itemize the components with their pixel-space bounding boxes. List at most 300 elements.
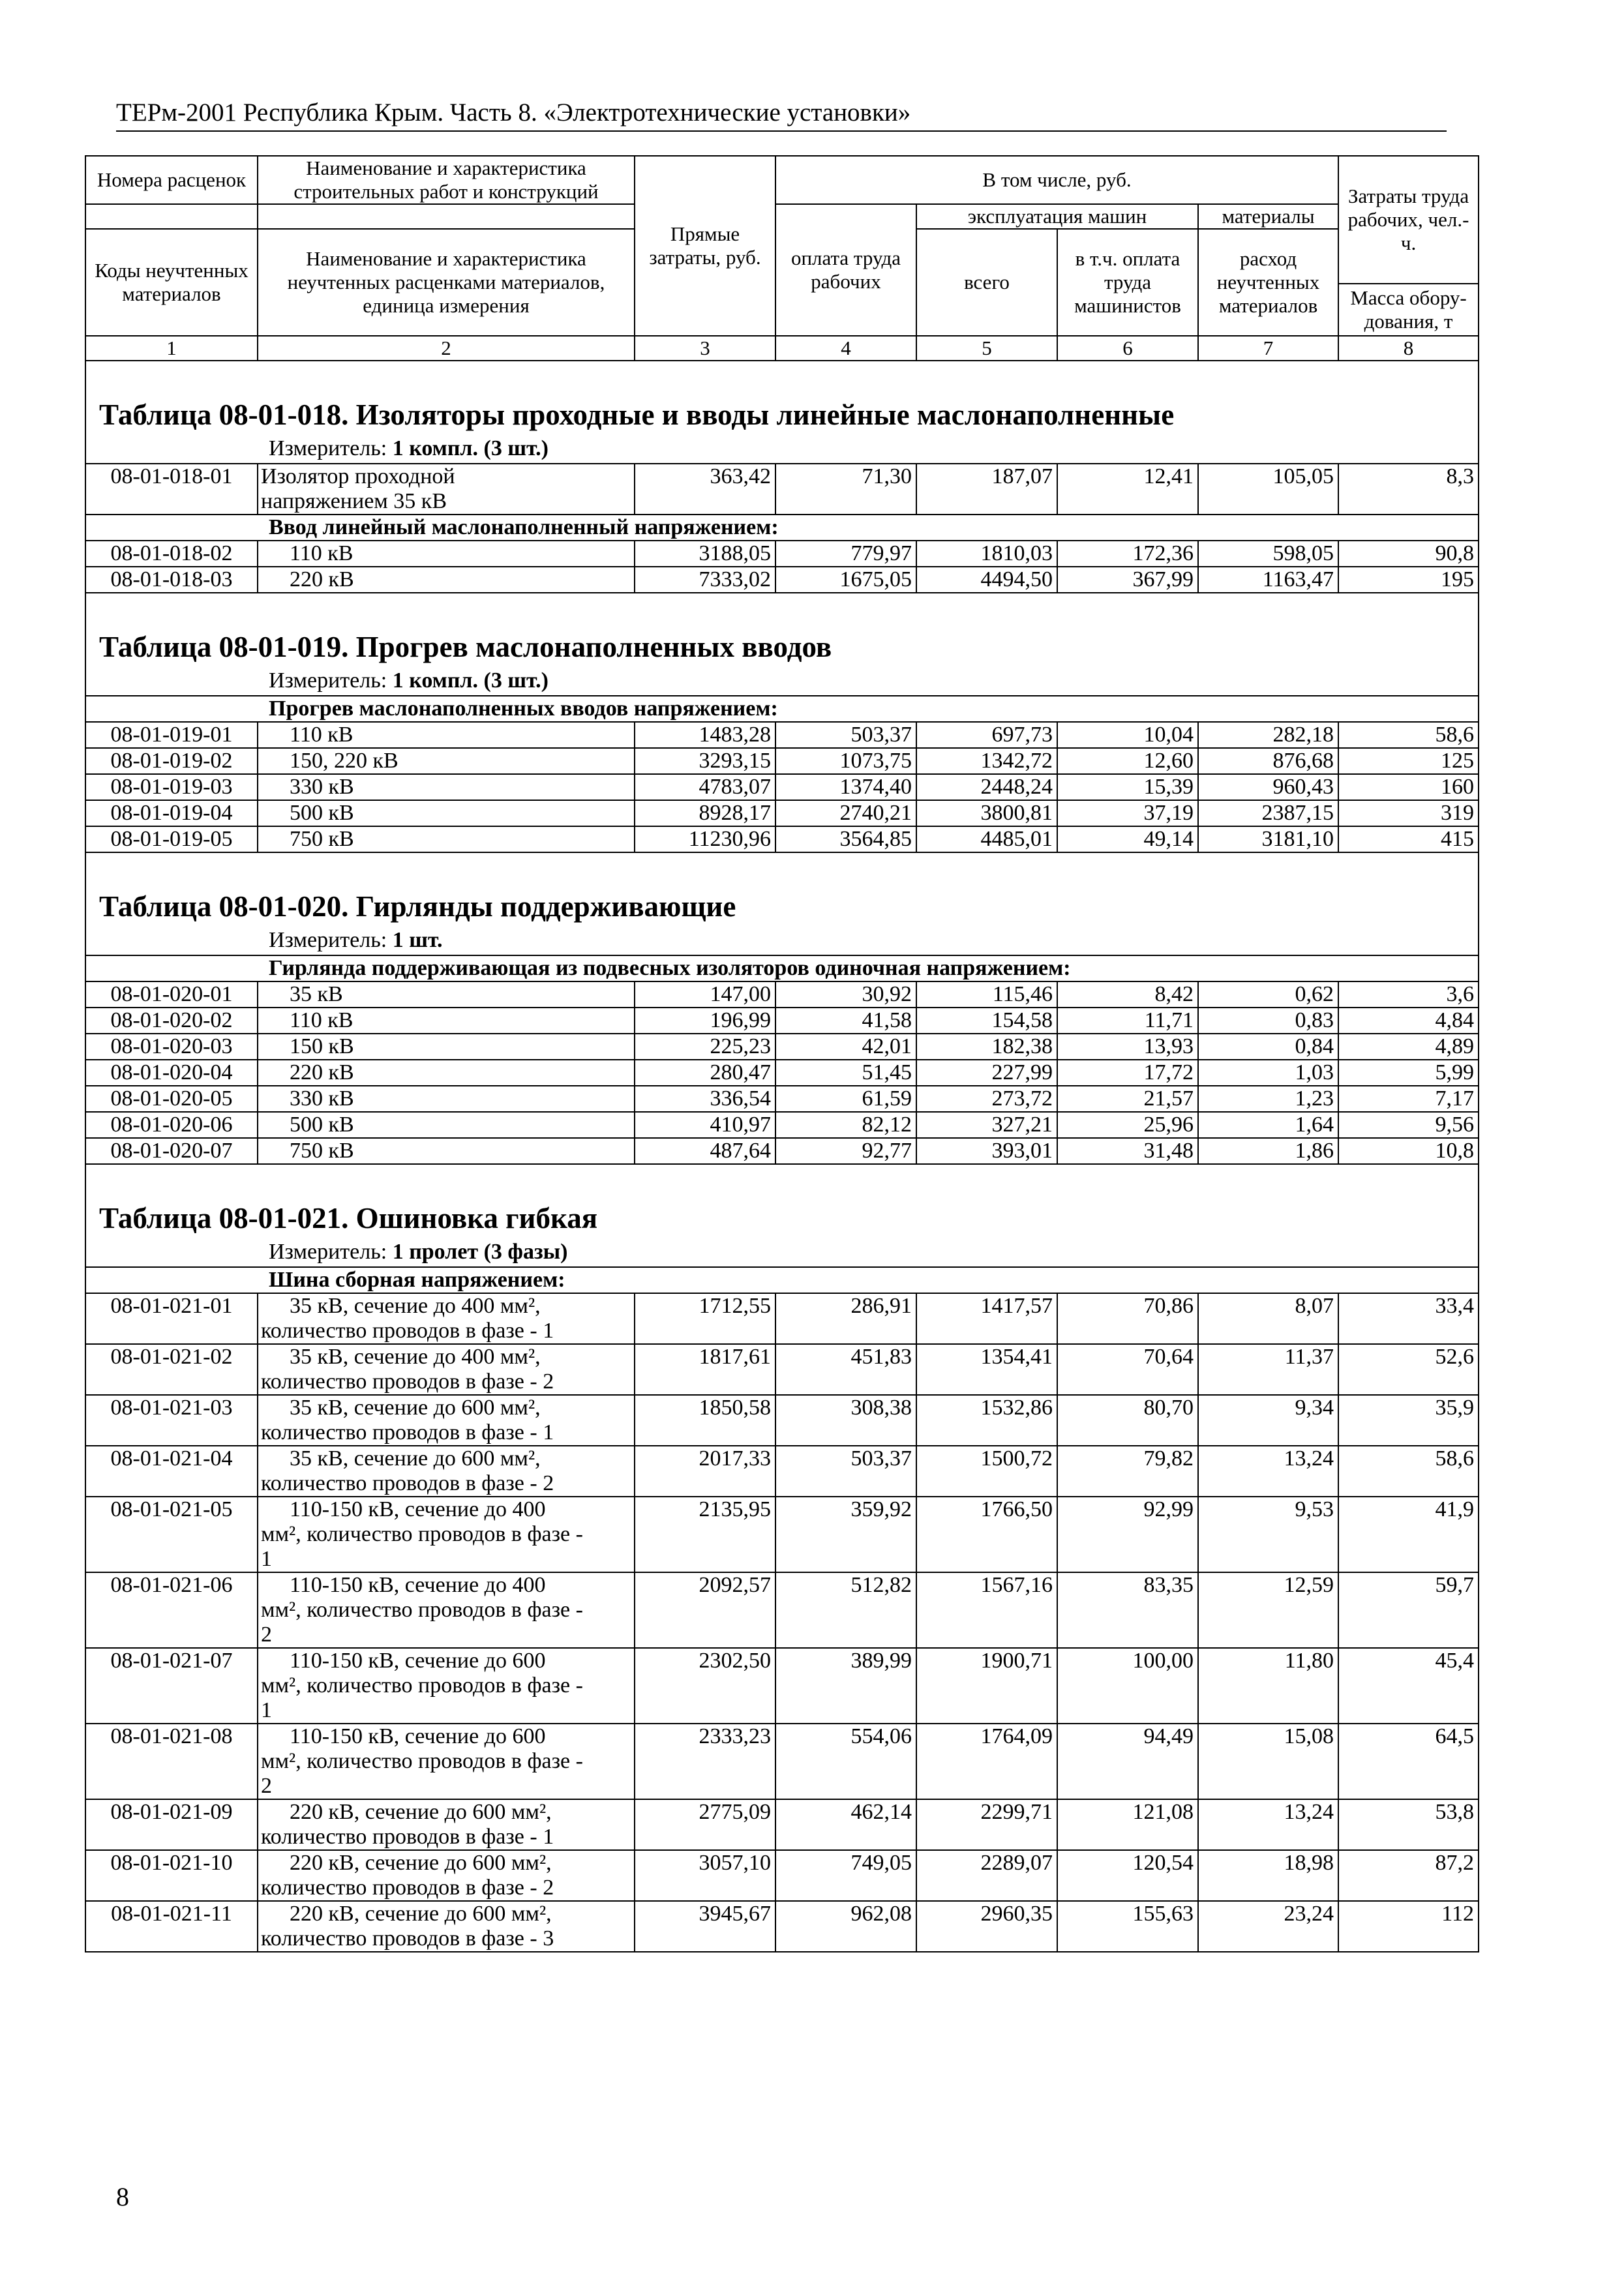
materials-cell: 105,05 [1198,464,1338,515]
labor-costs-cell: 64,5 [1338,1724,1479,1799]
rate-name [258,1850,635,1901]
measure-value: 1 компл. (3 шт.) [392,436,549,460]
column-number: 6 [1057,336,1198,361]
machinists-pay-cell: 13,93 [1057,1034,1198,1060]
materials-cell: 1163,47 [1198,567,1338,593]
rate-name [258,1724,635,1799]
materials-cell: 0,83 [1198,1008,1338,1034]
column-number: 3 [635,336,775,361]
rate-name-line: 2 [261,1774,272,1798]
header-rate-numbers: Номера расценок [85,156,258,204]
machines-total-cell: 1567,16 [916,1572,1057,1648]
machinists-pay-cell: 70,86 [1057,1293,1198,1344]
rate-name-line: количество проводов в фазе - 2 [261,1369,554,1394]
price-table [85,155,1479,1952]
column-numbers-row [85,336,1479,361]
header-material-names: Наименование и характеристика неучтенных расценками материалов, единица измерения [258,229,635,336]
section-header [85,593,1479,696]
machines-total-cell: 4494,50 [916,567,1057,593]
labor-costs-cell: 9,56 [1338,1112,1479,1138]
labor-pay-cell: 82,12 [775,1112,916,1138]
measure-value: 1 компл. (3 шт.) [392,668,549,693]
header-labor-pay: оплата труда рабочих [775,204,916,336]
rate-code: 08-01-020-04 [85,1060,258,1086]
machinists-pay-cell: 367,99 [1057,567,1198,593]
direct-costs-cell: 8928,17 [635,800,775,826]
rate-name-line: 110-150 кВ, сечение до 400 [290,1573,546,1597]
rate-name-line: мм², количество проводов в фазе - [261,1749,583,1773]
rate-name-line: 110 кВ [290,723,353,747]
header-unaccounted-materials: расход неучтенных материалов [1198,229,1338,336]
rate-name-line: 35 кВ, сечение до 600 мм², [290,1396,541,1420]
header-direct-costs: Прямые затраты, руб. [635,156,775,336]
table-row [85,1572,1479,1648]
rate-name [258,1648,635,1724]
machinists-pay-cell: 10,04 [1057,722,1198,748]
machinists-pay-cell: 92,99 [1057,1497,1198,1572]
labor-costs-cell: 4,89 [1338,1034,1479,1060]
header-work-name: Наименование и характеристика строительных работ и конструкций [258,156,635,204]
machines-total-cell: 2289,07 [916,1850,1057,1901]
rate-name-line: напряжением 35 кВ [261,489,447,513]
rate-name [258,826,635,852]
rate-name [258,1034,635,1060]
rate-name-line: 110 кВ [290,541,353,565]
table-row [85,981,1479,1008]
rate-code: 08-01-018-02 [85,541,258,567]
labor-costs-cell: 58,6 [1338,1446,1479,1497]
subheading-row [85,1267,1479,1293]
rate-code: 08-01-019-02 [85,748,258,774]
subheading: Гирлянда поддерживающая из подвесных изоляторов одиночная напряжением: [85,955,1479,981]
machinists-pay-cell: 12,60 [1057,748,1198,774]
rate-code: 08-01-021-01 [85,1293,258,1344]
section-header [85,361,1479,464]
machines-total-cell: 2299,71 [916,1799,1057,1850]
column-number: 2 [258,336,635,361]
labor-costs-cell: 8,3 [1338,464,1479,515]
materials-cell: 15,08 [1198,1724,1338,1799]
materials-cell: 598,05 [1198,541,1338,567]
machines-total-cell: 1766,50 [916,1497,1057,1572]
rate-code: 08-01-021-04 [85,1446,258,1497]
table-row [85,1395,1479,1446]
machinists-pay-cell: 121,08 [1057,1799,1198,1850]
rate-code: 08-01-021-05 [85,1497,258,1572]
machinists-pay-cell: 49,14 [1057,826,1198,852]
labor-costs-cell: 87,2 [1338,1850,1479,1901]
rate-name-line: количество проводов в фазе - 1 [261,1825,554,1849]
labor-pay-cell: 503,37 [775,722,916,748]
materials-cell: 2387,15 [1198,800,1338,826]
rate-name-line: количество проводов в фазе - 2 [261,1471,554,1495]
section-header [85,1164,1479,1267]
rate-name [258,722,635,748]
header-including: В том числе, руб. [775,156,1338,204]
rate-code: 08-01-020-07 [85,1138,258,1164]
labor-costs-cell: 3,6 [1338,981,1479,1008]
rate-name-line: количество проводов в фазе - 2 [261,1876,554,1900]
table-row [85,541,1479,567]
machinists-pay-cell: 8,42 [1057,981,1198,1008]
materials-cell: 1,03 [1198,1060,1338,1086]
table-row [85,1086,1479,1112]
rate-code: 08-01-020-02 [85,1008,258,1034]
materials-cell: 3181,10 [1198,826,1338,852]
rate-name-line: 330 кВ [290,1086,354,1111]
subheading-row [85,955,1479,981]
table-row [85,1293,1479,1344]
running-head: ТЕРм-2001 Республика Крым. Часть 8. «Электротехнические установки» [116,98,1447,132]
measure-line [86,664,1478,695]
materials-cell: 9,34 [1198,1395,1338,1446]
table-row [85,1724,1479,1799]
direct-costs-cell: 225,23 [635,1034,775,1060]
machines-total-cell: 154,58 [916,1008,1057,1034]
rate-name-line: 220 кВ [290,567,354,591]
measure-value: 1 шт. [392,928,443,952]
labor-pay-cell: 359,92 [775,1497,916,1572]
rate-code: 08-01-021-07 [85,1648,258,1724]
machinists-pay-cell: 17,72 [1057,1060,1198,1086]
labor-pay-cell: 1374,40 [775,774,916,800]
rate-name-line: количество проводов в фазе - 3 [261,1926,554,1951]
rate-name [258,1138,635,1164]
measure-line [86,1235,1478,1266]
rate-name-line: 220 кВ, сечение до 600 мм², [290,1902,552,1926]
labor-costs-cell: 112 [1338,1901,1479,1952]
machinists-pay-cell: 172,36 [1057,541,1198,567]
rate-name [258,1112,635,1138]
labor-pay-cell: 286,91 [775,1293,916,1344]
measure-label: Измеритель: [269,668,387,693]
rate-name-line: мм², количество проводов в фазе - [261,1522,583,1546]
machines-total-cell: 1354,41 [916,1344,1057,1395]
rate-name [258,567,635,593]
machinists-pay-cell: 15,39 [1057,774,1198,800]
rate-name [258,1799,635,1850]
rate-code: 08-01-021-11 [85,1901,258,1952]
labor-costs-cell: 125 [1338,748,1479,774]
materials-cell: 0,62 [1198,981,1338,1008]
labor-pay-cell: 1675,05 [775,567,916,593]
table-row [85,1901,1479,1952]
machines-total-cell: 697,73 [916,722,1057,748]
subheading: Прогрев маслонаполненных вводов напряжением: [85,696,1479,722]
labor-costs-cell: 4,84 [1338,1008,1479,1034]
direct-costs-cell: 363,42 [635,464,775,515]
direct-costs-cell: 1850,58 [635,1395,775,1446]
rate-code: 08-01-019-04 [85,800,258,826]
machines-total-cell: 273,72 [916,1086,1057,1112]
machinists-pay-cell: 94,49 [1057,1724,1198,1799]
machinists-pay-cell: 100,00 [1057,1648,1198,1724]
column-number: 5 [916,336,1057,361]
labor-costs-cell: 319 [1338,800,1479,826]
section-title: Таблица 08-01-019. Прогрев маслонаполненных вводов [99,631,832,663]
table-row [85,1446,1479,1497]
table-row [85,748,1479,774]
labor-costs-cell: 7,17 [1338,1086,1479,1112]
rate-code: 08-01-020-01 [85,981,258,1008]
rate-name-line: 330 кВ [290,775,354,799]
labor-pay-cell: 1073,75 [775,748,916,774]
rate-name-line: 220 кВ [290,1060,354,1085]
labor-costs-cell: 59,7 [1338,1572,1479,1648]
machines-total-cell: 2960,35 [916,1901,1057,1952]
direct-costs-cell: 2302,50 [635,1648,775,1724]
direct-costs-cell: 196,99 [635,1008,775,1034]
labor-costs-cell: 10,8 [1338,1138,1479,1164]
machines-total-cell: 187,07 [916,464,1057,515]
table-row [85,1799,1479,1850]
rate-name-line: 2 [261,1623,272,1647]
rate-name-line: мм², количество проводов в фазе - [261,1673,583,1698]
rate-code: 08-01-020-05 [85,1086,258,1112]
direct-costs-cell: 3293,15 [635,748,775,774]
machinists-pay-cell: 80,70 [1057,1395,1198,1446]
rate-name [258,774,635,800]
labor-pay-cell: 30,92 [775,981,916,1008]
labor-pay-cell: 42,01 [775,1034,916,1060]
direct-costs-cell: 11230,96 [635,826,775,852]
page-number: 8 [116,2182,129,2211]
machinists-pay-cell: 83,35 [1057,1572,1198,1648]
header-material-codes: Коды неучтенных материалов [85,229,258,336]
rate-name [258,1395,635,1446]
machines-total-cell: 182,38 [916,1034,1057,1060]
rate-code: 08-01-021-03 [85,1395,258,1446]
header-machines: эксплуатация машин [916,204,1198,229]
materials-cell: 18,98 [1198,1850,1338,1901]
table-row [85,722,1479,748]
rate-name [258,1901,635,1952]
rate-name [258,541,635,567]
labor-costs-cell: 41,9 [1338,1497,1479,1572]
table-row [85,1034,1479,1060]
table-row [85,800,1479,826]
materials-cell: 13,24 [1198,1799,1338,1850]
rate-name [258,1008,635,1034]
rate-name-line: 750 кВ [290,1139,354,1163]
materials-cell: 876,68 [1198,748,1338,774]
materials-cell: 11,80 [1198,1648,1338,1724]
rate-name-line: 150, 220 кВ [290,749,398,773]
direct-costs-cell: 487,64 [635,1138,775,1164]
labor-costs-cell: 35,9 [1338,1395,1479,1446]
labor-pay-cell: 554,06 [775,1724,916,1799]
rate-code: 08-01-019-05 [85,826,258,852]
direct-costs-cell: 1817,61 [635,1344,775,1395]
direct-costs-cell: 336,54 [635,1086,775,1112]
rate-code: 08-01-020-06 [85,1112,258,1138]
rate-name-line: 35 кВ, сечение до 400 мм², [290,1294,541,1318]
machines-total-cell: 227,99 [916,1060,1057,1086]
direct-costs-cell: 2092,57 [635,1572,775,1648]
table-row [85,1648,1479,1724]
rate-name-line: Изолятор проходной [261,464,455,488]
labor-costs-cell: 52,6 [1338,1344,1479,1395]
rate-code: 08-01-021-09 [85,1799,258,1850]
table-row [85,1112,1479,1138]
column-number: 8 [1338,336,1479,361]
header-machines-total: всего [916,229,1057,336]
machinists-pay-cell: 21,57 [1057,1086,1198,1112]
labor-pay-cell: 61,59 [775,1086,916,1112]
subheading-row [85,515,1479,541]
rate-name [258,1344,635,1395]
table-row [85,1344,1479,1395]
labor-costs-cell: 45,4 [1338,1648,1479,1724]
rate-code: 08-01-018-01 [85,464,258,515]
header-labor-costs: Затраты труда рабочих, чел.-ч. [1338,156,1479,284]
labor-pay-cell: 51,45 [775,1060,916,1086]
machines-total-cell: 327,21 [916,1112,1057,1138]
direct-costs-cell: 280,47 [635,1060,775,1086]
labor-costs-cell: 160 [1338,774,1479,800]
direct-costs-cell: 4783,07 [635,774,775,800]
machinists-pay-cell: 12,41 [1057,464,1198,515]
materials-cell: 11,37 [1198,1344,1338,1395]
rate-name [258,1572,635,1648]
table-row [85,1138,1479,1164]
measure-line [86,432,1478,463]
machines-total-cell: 1532,86 [916,1395,1057,1446]
rate-name-line: 110-150 кВ, сечение до 600 [290,1724,546,1748]
measure-label: Измеритель: [269,1240,387,1264]
rate-name [258,748,635,774]
labor-pay-cell: 512,82 [775,1572,916,1648]
labor-costs-cell: 415 [1338,826,1479,852]
materials-cell: 282,18 [1198,722,1338,748]
rate-name-line: 35 кВ [290,982,343,1006]
rate-code: 08-01-020-03 [85,1034,258,1060]
rate-name-line: 35 кВ, сечение до 600 мм², [290,1446,541,1471]
rate-name [258,1293,635,1344]
table-row [85,1008,1479,1034]
rate-code: 08-01-019-03 [85,774,258,800]
rate-name-line: 500 кВ [290,1113,354,1137]
direct-costs-cell: 7333,02 [635,567,775,593]
direct-costs-cell: 1712,55 [635,1293,775,1344]
rate-name-line: мм², количество проводов в фазе - [261,1598,583,1622]
machines-total-cell: 1764,09 [916,1724,1057,1799]
machines-total-cell: 2448,24 [916,774,1057,800]
labor-pay-cell: 962,08 [775,1901,916,1952]
column-number: 7 [1198,336,1338,361]
labor-pay-cell: 779,97 [775,541,916,567]
header-work-name-2 [258,204,635,229]
direct-costs-cell: 1483,28 [635,722,775,748]
rate-name [258,464,635,515]
subheading-row [85,696,1479,722]
section-title: Таблица 08-01-021. Ошиновка гибкая [99,1202,598,1234]
rate-code: 08-01-021-06 [85,1572,258,1648]
section-title: Таблица 08-01-020. Гирлянды поддерживающие [99,890,736,923]
subheading: Шина сборная напряжением: [85,1267,1479,1293]
materials-cell: 1,23 [1198,1086,1338,1112]
direct-costs-cell: 3945,67 [635,1901,775,1952]
machines-total-cell: 4485,01 [916,826,1057,852]
rate-name-line: 110-150 кВ, сечение до 600 [290,1649,546,1673]
rate-code: 08-01-019-01 [85,722,258,748]
machinists-pay-cell: 25,96 [1057,1112,1198,1138]
materials-cell: 23,24 [1198,1901,1338,1952]
rate-code: 08-01-021-08 [85,1724,258,1799]
direct-costs-cell: 2135,95 [635,1497,775,1572]
rate-name-line: 220 кВ, сечение до 600 мм², [290,1800,552,1824]
rate-code: 08-01-021-02 [85,1344,258,1395]
materials-cell: 1,64 [1198,1112,1338,1138]
labor-costs-cell: 58,6 [1338,722,1479,748]
machinists-pay-cell: 31,48 [1057,1138,1198,1164]
machines-total-cell: 1500,72 [916,1446,1057,1497]
labor-costs-cell: 53,8 [1338,1799,1479,1850]
labor-pay-cell: 92,77 [775,1138,916,1164]
rate-name-line: 1 [261,1698,272,1722]
table-row [85,567,1479,593]
rate-name-line: 500 кВ [290,801,354,825]
labor-pay-cell: 41,58 [775,1008,916,1034]
materials-cell: 8,07 [1198,1293,1338,1344]
header-equipment-mass: Масса обору-дования, т [1338,284,1479,336]
header-materials: материалы [1198,204,1338,229]
column-number: 1 [85,336,258,361]
labor-pay-cell: 503,37 [775,1446,916,1497]
rate-code: 08-01-018-03 [85,567,258,593]
rate-name [258,981,635,1008]
materials-cell: 13,24 [1198,1446,1338,1497]
rate-name-line: количество проводов в фазе - 1 [261,1420,554,1444]
direct-costs-cell: 3057,10 [635,1850,775,1901]
rate-name [258,1086,635,1112]
labor-pay-cell: 451,83 [775,1344,916,1395]
rate-name-line: 35 кВ, сечение до 400 мм², [290,1345,541,1369]
materials-cell: 960,43 [1198,774,1338,800]
rate-name-line: 150 кВ [290,1034,354,1058]
machines-total-cell: 115,46 [916,981,1057,1008]
table-row [85,1850,1479,1901]
rate-name [258,1060,635,1086]
rate-name-line: 110-150 кВ, сечение до 400 [290,1497,546,1521]
direct-costs-cell: 147,00 [635,981,775,1008]
measure-label: Измеритель: [269,928,387,952]
rate-name [258,800,635,826]
rate-name [258,1497,635,1572]
machinists-pay-cell: 120,54 [1057,1850,1198,1901]
direct-costs-cell: 410,97 [635,1112,775,1138]
labor-pay-cell: 2740,21 [775,800,916,826]
materials-cell: 0,84 [1198,1034,1338,1060]
table-row [85,1060,1479,1086]
column-number: 4 [775,336,916,361]
machines-total-cell: 393,01 [916,1138,1057,1164]
labor-costs-cell: 5,99 [1338,1060,1479,1086]
machines-total-cell: 1417,57 [916,1293,1057,1344]
table-row [85,464,1479,515]
labor-costs-cell: 33,4 [1338,1293,1479,1344]
rate-name-line: 110 кВ [290,1008,353,1032]
machinists-pay-cell: 37,19 [1057,800,1198,826]
direct-costs-cell: 2333,23 [635,1724,775,1799]
measure-value: 1 пролет (3 фазы) [392,1240,568,1264]
section-header [85,852,1479,955]
materials-cell: 1,86 [1198,1138,1338,1164]
labor-pay-cell: 3564,85 [775,826,916,852]
labor-pay-cell: 308,38 [775,1395,916,1446]
rate-name-line: количество проводов в фазе - 1 [261,1319,554,1343]
table-row [85,826,1479,852]
